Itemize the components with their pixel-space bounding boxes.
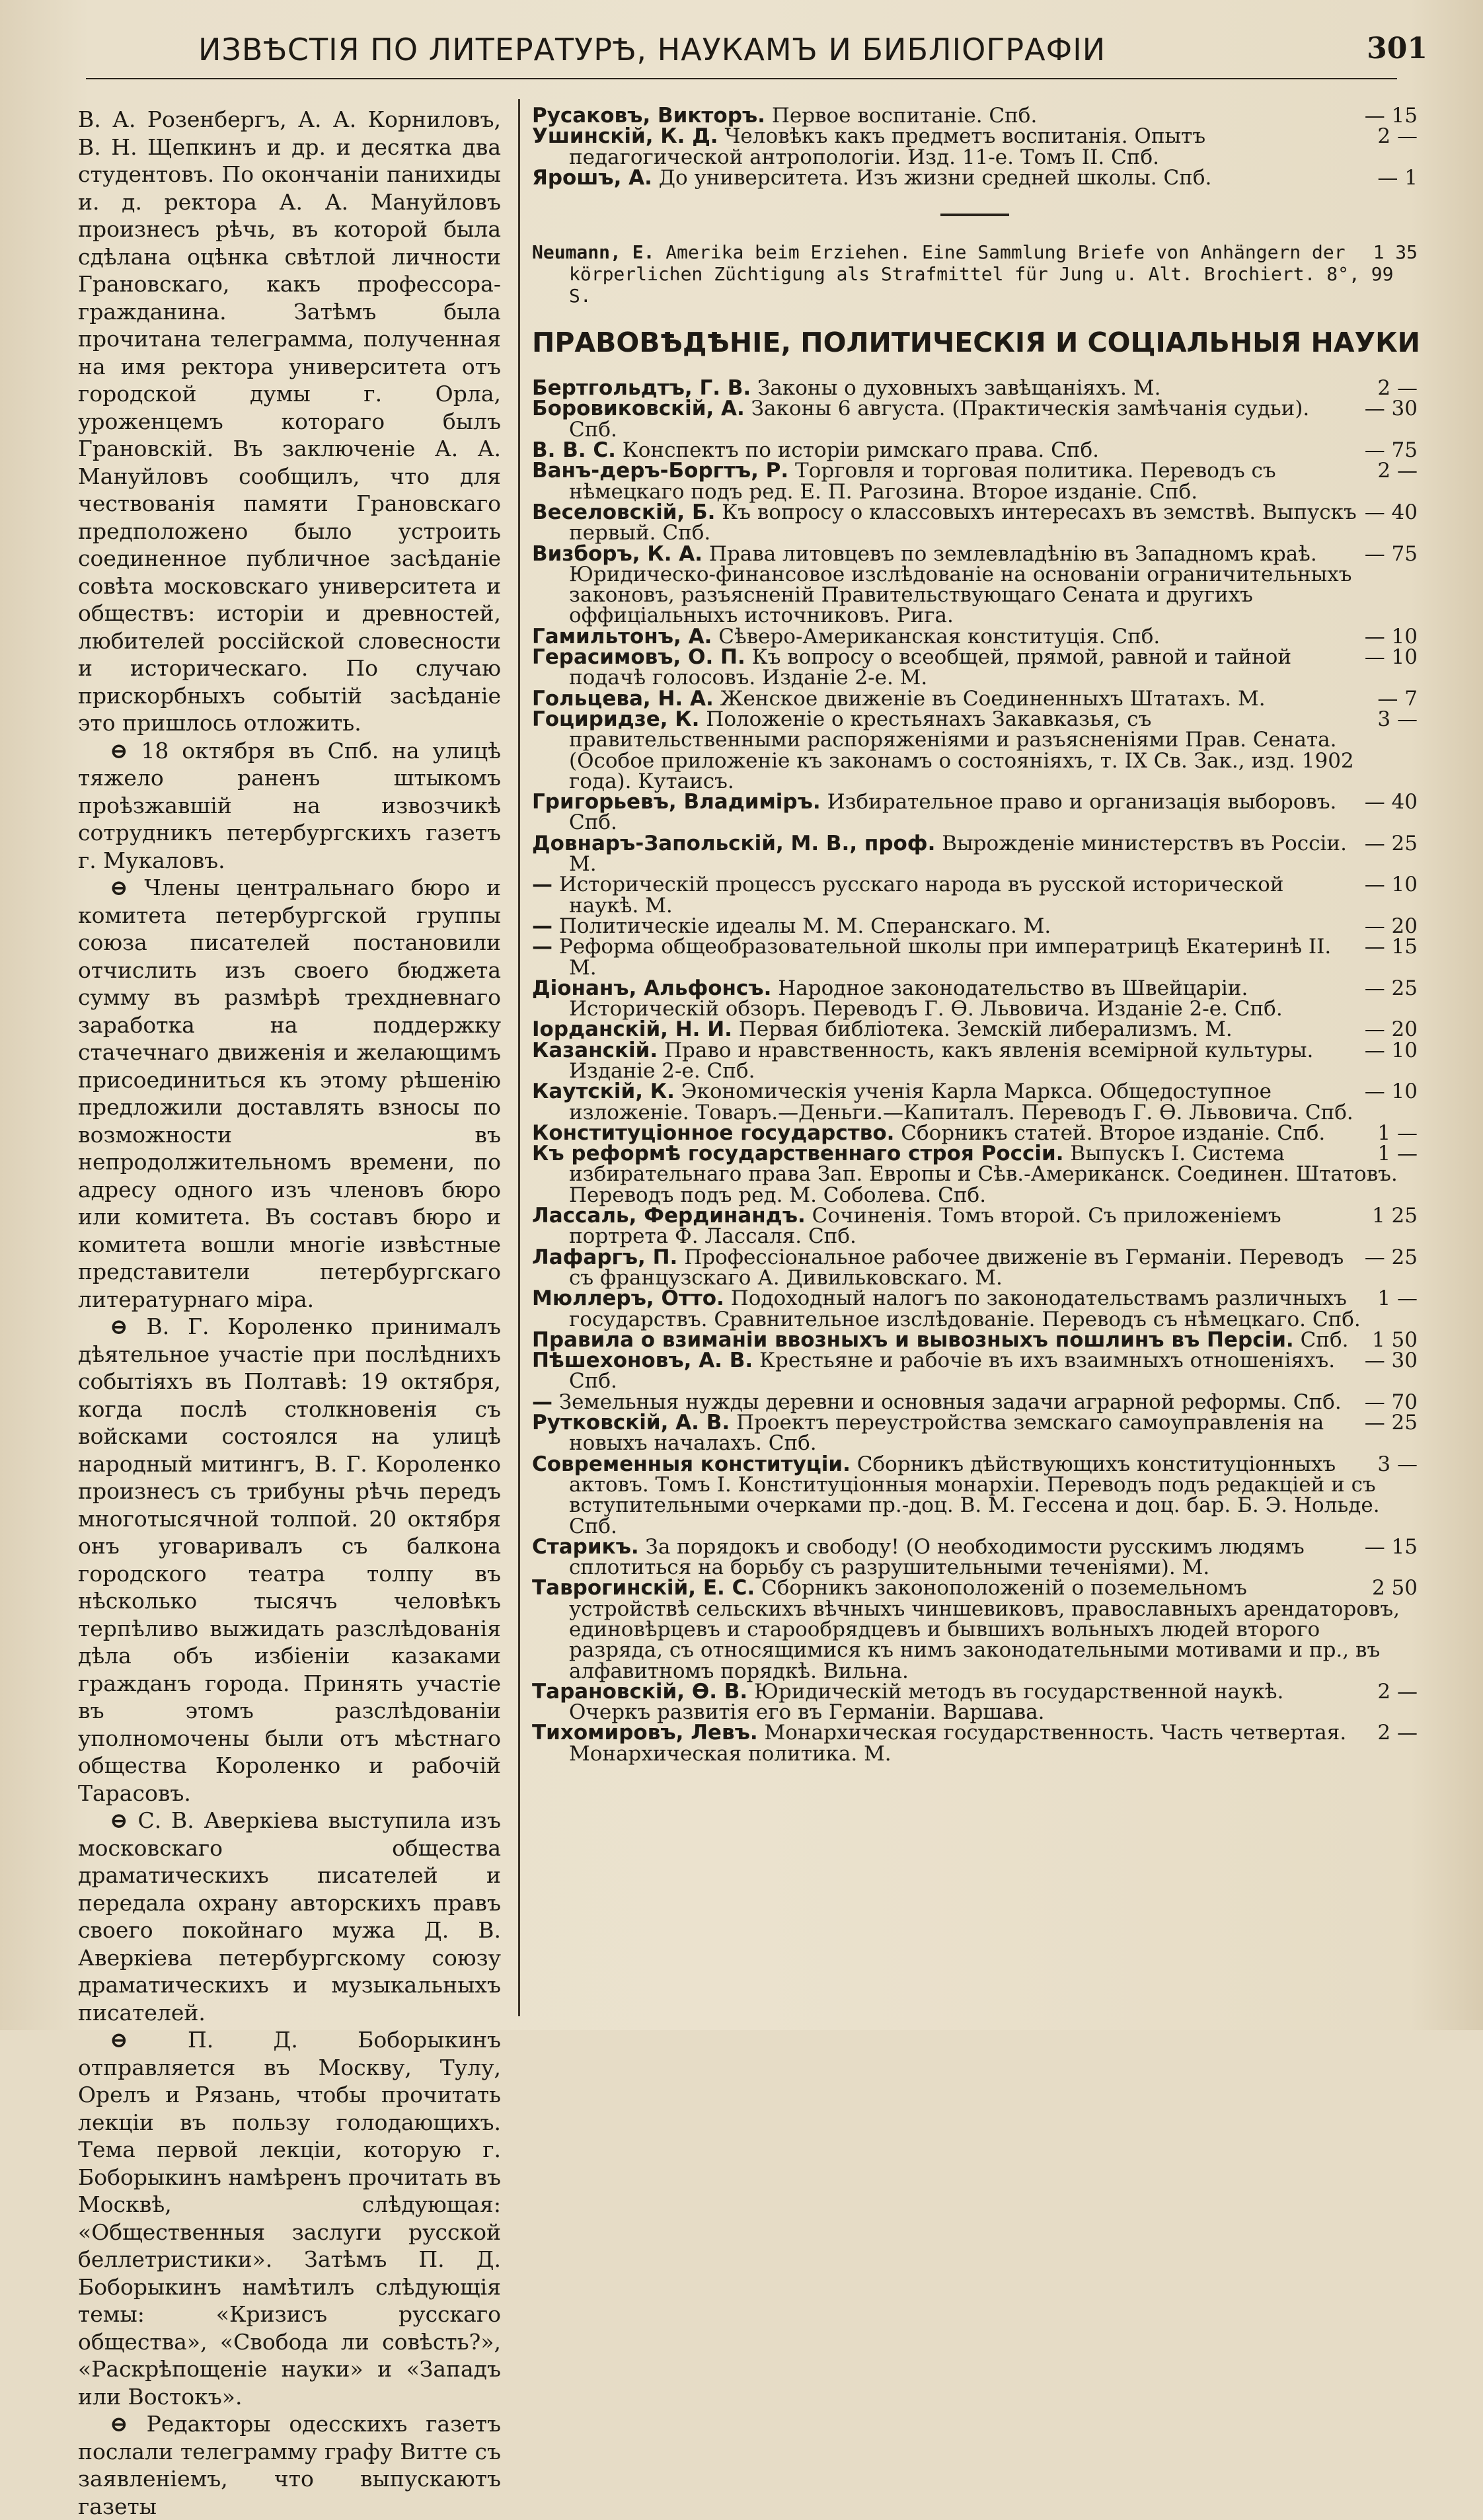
entry-price: 2 — [1377, 124, 1418, 149]
entry-price: — 1 [1377, 165, 1418, 190]
entry-text: Избирательное право и организація выборовъ. Спб. [569, 790, 1337, 835]
entry-text: Сборникъ статей. Второе изданіе. Спб. [901, 1121, 1326, 1145]
entry-price: 1 — [1377, 1142, 1418, 1166]
entry-text: Первое воспитаніе. Спб. [771, 104, 1038, 128]
entry-text: Первая библіотека. Земскій либерализмъ. М. [738, 1017, 1233, 1042]
news-paragraph [78, 2026, 501, 2410]
entry-text: Крестьяне и рабочіе въ ихъ взаимныхъ отношеніяхъ. Спб. [569, 1349, 1336, 1394]
news-text: 18 октября въ Спб. на улицѣ тяжело раненъ штыкомъ проѣзжавшій на извозчикѣ сотрудникъ петербургскихъ газетъ г. Мукаловъ. [78, 737, 501, 873]
entry-text: Народное законодательство въ Швейцаріи. Историческій обзоръ. Переводъ Г. Ѳ. Львовича. Изданіе 2-е. Спб. [569, 976, 1283, 1021]
section-title: ПРАВОВѢДѢНІЕ, ПОЛИТИЧЕСКІЯ И СОЦІАЛЬНЫЯ НАУКИ [532, 327, 1420, 359]
bibliography-entry [532, 1288, 1418, 1330]
entry-author: Довнаръ-Запольскій, М. В., проф. [532, 831, 936, 855]
entry-price: — 10 [1364, 645, 1418, 670]
bibliography-entry [532, 440, 1418, 461]
news-text: В. А. Розенбергъ, А. А. Корниловъ, В. Н. Щепкинъ и др. и десятка два студентовъ. По окончаніи панихиды и. д. ректора А. А. Мануйловъ произнесъ рѣчь, въ которой была сдѣлана оцѣнка свѣтлой личности Грановскаго, какъ профессора-гражданина. Затѣмъ была прочитана телеграмма, полученная на имя ректора университета отъ городской думы г. Орла, уроженцемъ котораго былъ Грановскій. Въ заключеніе А. А. Мануйловъ сообщилъ, что для чествованія памяти Грановскаго предположено было устроить соединенное публичное засѣданіе совѣта московскаго университета и обществъ: исторіи и древностей, любителей россійской словесности и историческаго. По случаю прискорбныхъ событій засѣданіе это пришлось отложить. [78, 106, 501, 736]
bibliography-entry [532, 1123, 1418, 1144]
entry-author: Казанскій. [532, 1038, 658, 1062]
left-column [78, 106, 501, 2520]
entry-text: Сѣверо-Американская конституція. Спб. [718, 624, 1160, 649]
page-number: 301 [1367, 32, 1427, 65]
entry-text: Вырожденіе министерствъ въ Россіи. М. [569, 831, 1347, 877]
entry-author: Тихомировъ, Левъ. [532, 1721, 758, 1745]
news-bullet-icon: ⊖ [110, 1807, 128, 1833]
entry-text: Экономическія ученія Карла Маркса. Общедоступное изложеніе. Товаръ.—Деньги.—Капиталъ. Переводъ Г. Ѳ. Львовича. Спб. [569, 1080, 1353, 1124]
entry-price: 1 — [1377, 1121, 1418, 1145]
news-bullet-icon: ⊖ [110, 2027, 128, 2053]
entry-author: Гамильтонъ, А. [532, 624, 712, 649]
entry-price: — 20 [1364, 1017, 1418, 1042]
entry-price: — 75 [1364, 541, 1418, 566]
entry-text: Политическіе идеалы М. М. Сперанскаго. М. [558, 914, 1051, 938]
entry-text: Конспектъ по исторіи римскаго права. Спб. [622, 438, 1099, 463]
entry-author: Бертгольдтъ, Г. В. [532, 376, 751, 401]
bibliography-entry [532, 1723, 1418, 1764]
entry-author: Боровиковскій, А. [532, 397, 745, 421]
news-paragraph [78, 874, 501, 1313]
entry-author: Визборъ, К. А. [532, 541, 703, 566]
bibliography-entry [532, 1019, 1418, 1040]
entry-text: Реформа общеобразовательной школы при императрицѣ Екатеринѣ II. М. [558, 935, 1332, 980]
entry-text: Сборникъ законоположеній о поземельномъ устройствѣ сельскихъ вѣчныхъ чиншевиковъ, православныхъ арендаторовъ, единовѣрцевъ и старообрядцевъ и бывшихъ вольныхъ людей второго разряда, съ относящимися къ нимъ законодательными мотивами и пр., въ алфавитномъ порядкѣ. Вильна. [569, 1576, 1400, 1683]
entry-author: Русаковъ, Викторъ. [532, 104, 765, 128]
bibliography-entry [532, 1082, 1418, 1123]
entry-price: — 30 [1364, 397, 1418, 421]
bibliography-entry [532, 1578, 1418, 1681]
entry-text: Къ вопросу о классовыхъ интересахъ въ земствѣ. Выпускъ первый. Спб. [569, 500, 1357, 545]
entry-price: — 10 [1364, 873, 1418, 897]
bibliography-entry [532, 875, 1418, 916]
entry-author: Гоциридзе, К. [532, 707, 700, 731]
bibliography-entry [532, 399, 1418, 440]
entry-text: Женское движеніе въ Соединенныхъ Штатахъ. М. [720, 686, 1266, 711]
entry-author: Neumann, E. [532, 241, 655, 264]
running-title: ИЗВѢСТІЯ ПО ЛИТЕРАТУРѢ, НАУКАМЪ И БИБЛІОГРАФІИ [198, 32, 1106, 67]
news-paragraph [78, 2410, 501, 2520]
bibliography-entry [532, 1038, 1418, 1083]
news-paragraph [78, 737, 501, 875]
entry-text: Къ вопросу о всеобщей, прямой, равной и тайной подачѣ голосовъ. Изданіе 2-е. М. [569, 645, 1292, 690]
entry-author: Діонанъ, Альфонсъ. [532, 976, 772, 1000]
entry-author: — [532, 1390, 552, 1414]
entry-text: Выпускъ I. Система избирательнаго права Зап. Европы и Сѣв.-Американск. Соединен. Штатовъ. Переводъ подъ ред. М. Соболева. Спб. [569, 1142, 1398, 1207]
entry-author: Современныя конституціи. [532, 1452, 851, 1476]
entry-price: — 25 [1364, 831, 1418, 855]
entry-text: Подоходный налогъ по законодательствамъ различныхъ государствъ. Сравнительное изслѣдованіе. Переводъ съ нѣмецкаго. Спб. [569, 1286, 1361, 1331]
entry-price: 2 — [1377, 376, 1418, 401]
bibliography-entry [532, 624, 1418, 649]
entry-text: Права литовцевъ по землевладѣнію въ Западномъ краѣ. Юридическо-финансовое изслѣдованіе на основаніи ограничительныхъ законовъ, разъясненій Правительствующаго Сената и другихъ оффиціальныхъ источниковъ. Рига. [569, 541, 1352, 628]
bibliography-entry [532, 378, 1418, 399]
entry-text: Положеніе о крестьянахъ Закавказья, съ правительственными распоряженіями и разъясненіями Прав. Сената. (Особое приложеніе къ законамъ о состояніяхъ, т. IX Св. Зак., изд. 1902 года). Кутаисъ. [569, 707, 1354, 793]
bibliography-entry [532, 647, 1418, 689]
entry-author: Веселовскій, Б. [532, 500, 716, 524]
page-header [198, 32, 1427, 78]
entry-author: Мюллеръ, Отто. [532, 1286, 724, 1311]
entry-author: Ярошъ, А. [532, 165, 652, 190]
entry-price: — 10 [1364, 1080, 1418, 1104]
bibliography-entry [532, 978, 1418, 1020]
bibliography-entry [532, 1206, 1418, 1247]
entry-author: — [532, 873, 552, 897]
bibliography-entry [532, 916, 1418, 937]
bibliography-entry [532, 541, 1418, 628]
entry-text: Торговля и торговая политика. Переводъ съ нѣмецкаго подъ ред. Е. П. Рагозина. Второе изданіе. Спб. [569, 459, 1276, 504]
bibliography-entry [532, 1679, 1418, 1725]
entry-price: — 30 [1364, 1349, 1418, 1373]
bibliography-entry [532, 686, 1418, 711]
entry-price: 3 — [1377, 1452, 1418, 1476]
entry-price: 2 — [1377, 1721, 1418, 1745]
bibliography-entry [532, 502, 1418, 544]
news-paragraph [78, 1313, 501, 1807]
bibliography-entry [532, 106, 1418, 126]
entry-text: Проектъ переустройства земскаго самоуправленія на новыхъ началахъ. Спб. [569, 1411, 1324, 1456]
right-column [532, 106, 1418, 1764]
entry-author: Ушинскій, К. Д. [532, 124, 718, 149]
entry-author: Гольцева, Н. А. [532, 686, 714, 711]
law-entries-list [532, 378, 1418, 1764]
entry-author: Каутскій, К. [532, 1080, 675, 1104]
entry-price: 2 — [1377, 459, 1418, 483]
bibliography-entry [532, 1351, 1418, 1392]
news-bullet-icon: ⊖ [110, 875, 128, 900]
entry-author: Григорьевъ, Владиміръ. [532, 790, 821, 814]
entry-text: Право и нравственность, какъ явленія всемірной культуры. Изданіе 2-е. Спб. [569, 1038, 1314, 1083]
entry-author: Конституціонное государство. [532, 1121, 895, 1145]
german-entry [532, 241, 1418, 307]
bibliography-entry [532, 1534, 1418, 1580]
news-text: П. Д. Боборыкинъ отправляется въ Москву, Тулу, Орелъ и Рязань, чтобы прочитать лекціи въ пользу голодающихъ. Тема первой лекціи, которую г. Боборыкинъ намѣренъ прочитать въ Москвѣ, слѣдующая: «Общественныя заслуги русской беллетристики». Затѣмъ П. Д. Боборыкинъ намѣтилъ слѣдующія темы: «Кризисъ русскаго общества», «Свобода ли совѣсть?», «Раскрѣпощеніе науки» и «Западъ или Востокъ». [78, 2027, 502, 2410]
entry-author: Старикъ. [532, 1534, 639, 1559]
news-bullet-icon: ⊖ [110, 2411, 128, 2437]
entry-author: В. В. С. [532, 438, 616, 463]
entry-text: Профессіональное рабочее движеніе въ Германіи. Переводъ съ французскаго А. Дивильковскаго. М. [569, 1245, 1344, 1290]
entry-author: Пѣшехоновъ, А. В. [532, 1349, 753, 1373]
bibliography-entry [532, 792, 1418, 834]
entry-price: — 10 [1364, 1038, 1418, 1062]
entry-author: Правила о взиманіи ввозныхъ и вывозныхъ пошлинъ въ Персіи. [532, 1327, 1294, 1352]
news-bullet-icon: ⊖ [110, 737, 128, 764]
entry-text: Законы 6 августа. (Практическія замѣчанія судьи). Спб. [569, 397, 1310, 442]
entry-text: Земельныя нужды деревни и основныя задачи аграрной реформы. Спб. [558, 1390, 1342, 1414]
entry-price: — 75 [1364, 438, 1418, 463]
entry-price: 1 50 [1371, 1327, 1418, 1352]
bibliography-entry [532, 461, 1418, 502]
entry-author: Герасимовъ, О. П. [532, 645, 745, 670]
entry-text: Монархическая государственность. Часть четвертая. Монархическая политика. М. [569, 1721, 1347, 1766]
entry-price: — 15 [1364, 935, 1418, 959]
bibliography-entry [532, 126, 1418, 168]
news-bullet-icon: ⊖ [110, 1314, 128, 1339]
bibliography-entry [532, 165, 1418, 190]
entry-price: — 25 [1364, 976, 1418, 1000]
entry-author: Іорданскій, Н. И. [532, 1017, 732, 1042]
entry-price: — 70 [1364, 1390, 1418, 1414]
entry-price: 1 — [1377, 1286, 1418, 1311]
entry-price: — 25 [1364, 1411, 1418, 1435]
entry-price: — 40 [1364, 790, 1418, 814]
entry-price: 3 — [1377, 707, 1418, 731]
news-text: Редакторы одесскихъ газетъ послали телеграмму графу Витте съ заявленіемъ, что выпускаютъ газеты [78, 2411, 501, 2519]
entry-text: Сочиненія. Томъ второй. Съ приложеніемъ портрета Ф. Лассаля. Спб. [569, 1204, 1281, 1249]
entry-author: Къ реформѣ государственнаго строя Россіи. [532, 1142, 1064, 1166]
bibliography-entry [532, 1327, 1418, 1352]
entry-text: Законы о духовныхъ завѣщаніяхъ. М. [757, 376, 1161, 401]
bibliography-entry [532, 831, 1418, 877]
entry-price: 2 50 [1371, 1576, 1418, 1600]
entry-text: Amerika beim Erziehen. Eine Sammlung Briefe von Anhängern der körperlichen Züchtigung als Strafmittel für Jung u. Alt. Brochiert. 8°, 99 S. [569, 241, 1394, 307]
entry-text: До университета. Изъ жизни средней школы. Спб. [658, 165, 1212, 190]
entry-text: За порядокъ и свободу! (О необходимости русскимъ людямъ сплотиться на борьбу съ разрушительными теченіями). М. [569, 1534, 1305, 1580]
bibliography-entry [532, 709, 1418, 792]
entry-author: Таврогинскій, Е. С. [532, 1576, 755, 1600]
entry-price: 2 — [1377, 1679, 1418, 1704]
entry-price: — 40 [1364, 500, 1418, 524]
entry-text: Человѣкъ какъ предметъ воспитанія. Опытъ педагогической антропологіи. Изд. 11-е. Томъ II. Спб. [569, 124, 1206, 169]
entry-author: — [532, 914, 552, 938]
entry-price: — 7 [1377, 686, 1418, 711]
entry-price: — 15 [1364, 104, 1418, 128]
entry-author: Лафаргъ, П. [532, 1245, 678, 1269]
entry-author: Тарановскій, Ѳ. В. [532, 1679, 748, 1704]
bibliography-entry [532, 1392, 1418, 1413]
entry-price: — 10 [1364, 624, 1418, 649]
header-rule [86, 78, 1397, 79]
bibliography-entry [532, 937, 1418, 978]
bibliography-entry [532, 1413, 1418, 1454]
entry-price: 1 25 [1371, 1204, 1418, 1228]
bibliography-entry [532, 1247, 1418, 1289]
entry-text: Сборникъ дѣйствующихъ конституціонныхъ актовъ. Томъ I. Конституціонныя монархіи. Переводъ подъ редакціей и съ вступительными очерками пр.-доц. В. М. Гессена и доц. бар. Б. Э. Нольде. Спб. [569, 1452, 1380, 1538]
entry-author: Рутковскій, А. В. [532, 1411, 730, 1435]
entry-text: Спб. [1300, 1327, 1349, 1352]
entry-price: — 25 [1364, 1245, 1418, 1269]
entry-text: Юридическій методъ въ государственной наукѣ. Очеркъ развитія его въ Германіи. Варшава. [569, 1679, 1284, 1725]
entry-text: Историческій процессъ русскаго народа въ русской исторической наукѣ. М. [558, 873, 1284, 918]
news-paragraph [78, 106, 501, 737]
bibliography-entry [532, 1454, 1418, 1537]
news-text: В. Г. Короленко принималъ дѣятельное участіе при послѣднихъ событіяхъ въ Полтавѣ: 19 октября, когда послѣ столкновенія съ войсками состоялся на улицѣ народный митингъ, В. Г. Короленко произнесъ съ трибуны рѣчь передъ многотысячной толпой. 20 октября онъ уговаривалъ съ балкона городского театра толпу въ нѣсколько тысячъ человѣкъ терпѣливо выжидать разслѣдованія дѣла объ избіеніи казаками гражданъ города. Принять участіе въ этомъ разслѣдованіи уполномочены были отъ мѣстнаго общества Короленко и рабочій Тарасовъ. [78, 1314, 501, 1806]
column-divider [518, 99, 520, 2016]
entry-price: — 15 [1364, 1534, 1418, 1559]
entry-author: — [532, 935, 552, 959]
news-text: С. В. Аверкіева выступила изъ московскаго общества драматическихъ писателей и передала охрану авторскихъ правъ своего покойнаго мужа Д. В. Аверкіева петербургскому союзу драматическихъ и музыкальныхъ писателей. [78, 1807, 501, 2026]
entry-author: Ванъ-деръ-Боргтъ, Р. [532, 459, 789, 483]
news-text: Члены центральнаго бюро и комитета петербургской группы союза писателей постановили отчислить изъ своего бюджета сумму въ размѣрѣ трехдневнаго заработка на поддержку стачечнаго движенія и желающимъ присоединиться къ этому рѣшенію предложили доставлять взносы по возможности въ непродолжительномъ времени, по адресу одного изъ членовъ бюро или комитета. Въ составъ бюро и комитета вошли многіе извѣстные представители петербургскаго литературнаго міра. [78, 875, 501, 1312]
entry-author: Лассаль, Фердинандъ. [532, 1204, 806, 1228]
news-paragraph [78, 1807, 501, 2026]
entry-price: — 20 [1364, 914, 1418, 938]
entry-price: 1 35 [1373, 241, 1418, 264]
separator-rule [940, 214, 1009, 216]
bibliography-entry [532, 1144, 1418, 1206]
